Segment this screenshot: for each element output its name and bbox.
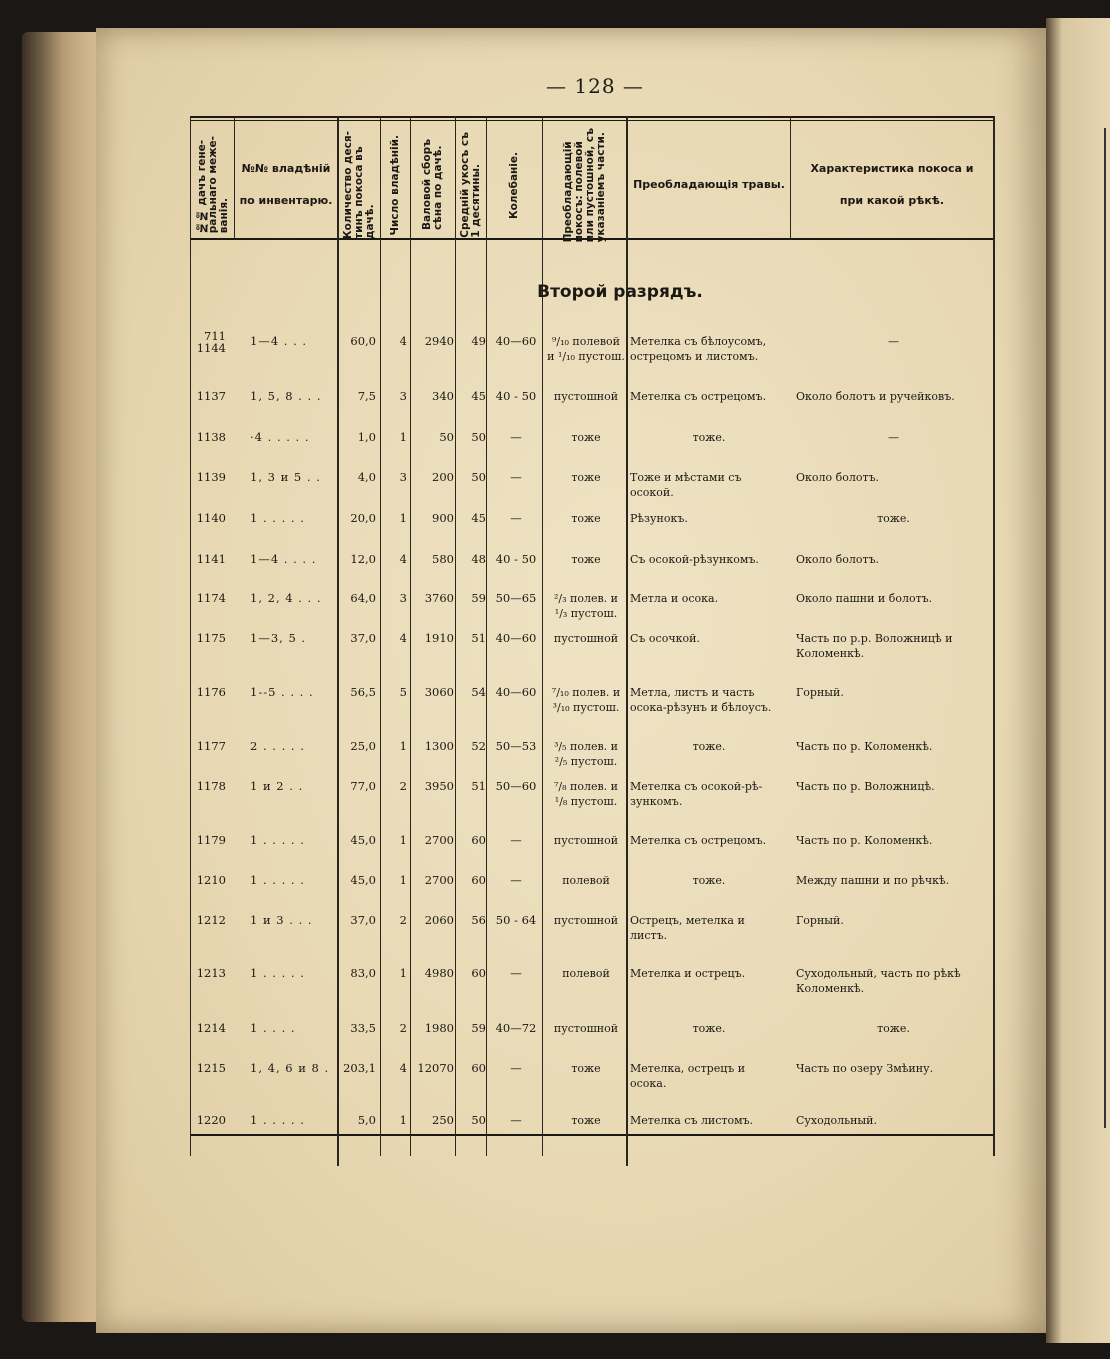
cell-owners: 1 bbox=[399, 833, 407, 847]
cell-characteristics: — bbox=[888, 431, 899, 444]
cell-grasses: Метелка съ листомъ. bbox=[630, 1114, 754, 1127]
cell-owners: 1 bbox=[399, 1113, 407, 1127]
cell-prevailing: пустошной bbox=[553, 1022, 619, 1035]
cell-avg: 51 bbox=[471, 779, 486, 793]
cell-prevailing: пустошной bbox=[553, 390, 619, 403]
cell-owners: 4 bbox=[399, 552, 407, 566]
cell-area: 5,0 bbox=[357, 1113, 376, 1127]
next-page-edge bbox=[1046, 18, 1110, 1343]
section-title: Второй разрядъ. bbox=[537, 282, 703, 302]
cell-grasses: Метелка съ острецомъ. bbox=[630, 834, 767, 847]
cell-characteristics: Часть по р. Коломенкѣ. bbox=[796, 740, 933, 753]
cell-grasses: Рѣзунокъ. bbox=[630, 512, 688, 525]
cell-characteristics: Около пашни и болотъ. bbox=[796, 592, 933, 605]
cell-gross: 3760 bbox=[424, 591, 454, 605]
cell-avg: 56 bbox=[471, 913, 486, 927]
cell-owners: 1 bbox=[399, 966, 407, 980]
cell-prevailing: пустошной bbox=[553, 632, 619, 645]
cell-owners: 2 bbox=[399, 1021, 407, 1035]
cell-area: 77,0 bbox=[350, 779, 376, 793]
cell-inventory: 1, 2, 4 . . . bbox=[250, 591, 322, 605]
cell-owners: 2 bbox=[399, 913, 407, 927]
cell-grasses: Метла, листъ и часть осока-рѣзунъ и бѣлоусъ. bbox=[630, 686, 772, 714]
cell-grasses: Метелка, острецъ и осока. bbox=[630, 1062, 746, 1090]
cell-grasses: Метелка съ острецомъ. bbox=[630, 390, 767, 403]
hay-table bbox=[190, 116, 995, 1158]
cell-characteristics: Часть по озеру Змѣину. bbox=[796, 1062, 934, 1075]
cell-grasses: Острецъ, метелка и листъ. bbox=[630, 914, 745, 942]
table-top-rule bbox=[190, 116, 995, 118]
cell-avg: 50 bbox=[471, 470, 486, 484]
cell-inventory: 1, 4, 6 и 8 . bbox=[250, 1061, 330, 1075]
cell-dacha-number: 1212 bbox=[196, 913, 226, 927]
col-line bbox=[410, 116, 411, 1156]
cell-grasses: тоже. bbox=[692, 874, 726, 887]
cell-variation: — bbox=[510, 430, 522, 444]
cell-owners: 1 bbox=[399, 739, 407, 753]
header-dacha-number: №№ дачъ гене- ральнаго меже- ванія. bbox=[195, 136, 230, 234]
cell-area: 1,0 bbox=[357, 430, 376, 444]
cell-dacha-number: 711 1144 bbox=[196, 329, 226, 355]
cell-variation: — bbox=[510, 1113, 522, 1127]
cell-dacha-number: 1178 bbox=[196, 779, 226, 793]
cell-prevailing: полевой bbox=[562, 874, 610, 887]
cell-grasses: тоже. bbox=[692, 740, 726, 753]
cell-inventory: 1 . . . . . bbox=[250, 1113, 305, 1127]
cell-area: 45,0 bbox=[350, 833, 376, 847]
cell-gross: 340 bbox=[432, 389, 454, 403]
cell-characteristics: тоже. bbox=[877, 512, 910, 525]
cell-area: 83,0 bbox=[350, 966, 376, 980]
cell-area: 60,0 bbox=[350, 334, 376, 348]
cell-grasses: тоже. bbox=[692, 1022, 726, 1035]
cell-avg: 50 bbox=[471, 1113, 486, 1127]
cell-gross: 2060 bbox=[424, 913, 454, 927]
cell-grasses: Метла и осока. bbox=[630, 592, 719, 605]
table-bottom-rule bbox=[190, 1134, 995, 1136]
cell-gross: 900 bbox=[432, 511, 454, 525]
header-area: Количество деся- тинъ покоса въ дачѣ. bbox=[341, 131, 376, 239]
col-line bbox=[993, 116, 995, 1156]
cell-avg: 51 bbox=[471, 631, 486, 645]
cell-variation: 50—53 bbox=[495, 739, 537, 753]
cell-characteristics: Часть по р.р. Воложницѣ и Коломенкѣ. bbox=[796, 632, 953, 660]
cell-inventory: 1 и 3 . . . bbox=[250, 913, 313, 927]
cell-avg: 59 bbox=[471, 1021, 486, 1035]
cell-variation: 40—60 bbox=[495, 631, 537, 645]
cell-variation: 50—65 bbox=[495, 591, 537, 605]
cell-area: 37,0 bbox=[350, 913, 376, 927]
cell-dacha-number: 1174 bbox=[196, 591, 226, 605]
cell-area: 45,0 bbox=[350, 873, 376, 887]
cell-area: 20,0 bbox=[350, 511, 376, 525]
cell-inventory: 1 . . . . . bbox=[250, 966, 305, 980]
cell-variation: 40—72 bbox=[495, 1021, 537, 1035]
cell-characteristics: — bbox=[888, 335, 899, 348]
cell-gross: 2940 bbox=[424, 334, 454, 348]
cell-dacha-number: 1139 bbox=[196, 470, 226, 484]
cell-owners: 3 bbox=[399, 470, 407, 484]
cell-prevailing: тоже bbox=[571, 471, 601, 484]
cell-owners: 3 bbox=[399, 389, 407, 403]
cell-characteristics: Суходольный, часть по рѣкѣ Коломенкѣ. bbox=[796, 967, 961, 995]
table-top-rule-thin bbox=[190, 120, 995, 121]
cell-gross: 1910 bbox=[424, 631, 454, 645]
cell-area: 4,0 bbox=[357, 470, 376, 484]
cell-grasses: Метелка съ бѣлоусомъ, острецомъ и листомъ. bbox=[630, 335, 767, 363]
cell-prevailing: ⁷/₁₀ полев. и ³/₁₀ пустош. bbox=[551, 686, 621, 714]
cell-inventory: 1 . . . . . bbox=[250, 511, 305, 525]
cell-gross: 580 bbox=[432, 552, 454, 566]
cell-area: 56,5 bbox=[350, 685, 376, 699]
cell-dacha-number: 1175 bbox=[196, 631, 226, 645]
cell-grasses: Съ осочкой. bbox=[630, 632, 700, 645]
cell-prevailing: полевой bbox=[562, 967, 610, 980]
cell-characteristics: тоже. bbox=[877, 1022, 910, 1035]
cell-area: 7,5 bbox=[357, 389, 376, 403]
cell-inventory: 1, 3 и 5 . . bbox=[250, 470, 321, 484]
cell-variation: — bbox=[510, 470, 522, 484]
cell-prevailing: ⁷/₈ полев. и ¹/₈ пустош. bbox=[554, 780, 618, 808]
header-prevailing: Преобладающій покосъ: полевой или пустошной, съ указаніемъ части. bbox=[561, 127, 607, 243]
cell-dacha-number: 1140 bbox=[196, 511, 226, 525]
cell-characteristics: Горный. bbox=[796, 686, 844, 699]
cell-gross: 250 bbox=[432, 1113, 454, 1127]
cell-variation: 50 - 64 bbox=[495, 913, 537, 927]
cell-gross: 1300 bbox=[424, 739, 454, 753]
cell-dacha-number: 1213 bbox=[196, 966, 226, 980]
cell-inventory: 1 . . . . . bbox=[250, 873, 305, 887]
col-line bbox=[790, 116, 791, 240]
cell-gross: 1980 bbox=[424, 1021, 454, 1035]
cell-owners: 1 bbox=[399, 873, 407, 887]
cell-owners: 2 bbox=[399, 779, 407, 793]
cell-area: 203,1 bbox=[343, 1061, 376, 1075]
cell-variation: — bbox=[510, 511, 522, 525]
cell-inventory: ·4 . . . . . bbox=[250, 430, 310, 444]
cell-owners: 1 bbox=[399, 430, 407, 444]
cell-avg: 54 bbox=[471, 685, 486, 699]
cell-prevailing: ²/₃ полев. и ¹/₃ пустош. bbox=[554, 592, 618, 620]
cell-area: 25,0 bbox=[350, 739, 376, 753]
cell-grasses: Съ осокой-рѣзункомъ. bbox=[630, 553, 759, 566]
cell-dacha-number: 1137 bbox=[196, 389, 226, 403]
header-inventory-number: №№ владѣній по инвентарю. bbox=[239, 162, 333, 207]
header-grasses: Преобладающія травы. bbox=[633, 178, 785, 191]
col-line bbox=[234, 116, 235, 240]
cell-prevailing: тоже bbox=[571, 1114, 601, 1127]
cell-avg: 60 bbox=[471, 833, 486, 847]
cell-inventory: 1—3, 5 . bbox=[250, 631, 307, 645]
cell-variation: 40—60 bbox=[495, 685, 537, 699]
cell-characteristics: Около болотъ. bbox=[796, 553, 880, 566]
cell-grasses: Метелка съ осокой-рѣ- зункомъ. bbox=[630, 780, 763, 808]
cell-area: 12,0 bbox=[350, 552, 376, 566]
cell-characteristics: Между пашни и по рѣчкѣ. bbox=[796, 874, 950, 887]
cell-prevailing: тоже bbox=[571, 553, 601, 566]
cell-owners: 4 bbox=[399, 334, 407, 348]
cell-avg: 60 bbox=[471, 1061, 486, 1075]
cell-prevailing: пустошной bbox=[553, 834, 619, 847]
cell-variation: — bbox=[510, 873, 522, 887]
cell-variation: — bbox=[510, 1061, 522, 1075]
page-number: — 128 — bbox=[546, 74, 644, 98]
cell-dacha-number: 1179 bbox=[196, 833, 226, 847]
cell-inventory: 1—4 . . . bbox=[250, 334, 308, 348]
cell-owners: 4 bbox=[399, 631, 407, 645]
cell-dacha-number: 1215 bbox=[196, 1061, 226, 1075]
cell-avg: 59 bbox=[471, 591, 486, 605]
cell-inventory: 1—4 . . . . bbox=[250, 552, 317, 566]
cell-characteristics: Часть по р. Коломенкѣ. bbox=[796, 834, 933, 847]
cell-avg: 45 bbox=[471, 511, 486, 525]
cell-characteristics: Суходольный. bbox=[796, 1114, 878, 1127]
cell-avg: 48 bbox=[471, 552, 486, 566]
header-variation: Колебаніе. bbox=[508, 151, 520, 219]
cell-avg: 60 bbox=[471, 966, 486, 980]
cell-area: 37,0 bbox=[350, 631, 376, 645]
cell-inventory: 1 . . . . bbox=[250, 1021, 296, 1035]
cell-gross: 2700 bbox=[424, 873, 454, 887]
cell-dacha-number: 1141 bbox=[196, 552, 226, 566]
cell-prevailing: тоже bbox=[571, 1062, 601, 1075]
cell-characteristics: Около болотъ и ручейковъ. bbox=[796, 390, 955, 403]
cell-gross: 12070 bbox=[417, 1061, 454, 1075]
cell-owners: 4 bbox=[399, 1061, 407, 1075]
cell-area: 33,5 bbox=[350, 1021, 376, 1035]
cell-inventory: 1--5 . . . . bbox=[250, 685, 314, 699]
col-line bbox=[380, 116, 381, 1156]
cell-characteristics: Около болотъ. bbox=[796, 471, 880, 484]
cell-gross: 2700 bbox=[424, 833, 454, 847]
cell-dacha-number: 1210 bbox=[196, 873, 226, 887]
cell-variation: 40 - 50 bbox=[495, 552, 537, 566]
header-avg: Средній укосъ съ 1 десятины. bbox=[459, 132, 482, 238]
header-characteristics: Характеристика покоса и при какой рѣкѣ. bbox=[810, 162, 974, 207]
cell-dacha-number: 1138 bbox=[196, 430, 226, 444]
cell-grasses: тоже. bbox=[692, 431, 726, 444]
cell-prevailing: пустошной bbox=[553, 914, 619, 927]
cell-owners: 1 bbox=[399, 511, 407, 525]
cell-inventory: 2 . . . . . bbox=[250, 739, 305, 753]
cell-characteristics: Горный. bbox=[796, 914, 844, 927]
header-gross: Валовой сборъ сѣна по дачѣ. bbox=[421, 139, 444, 231]
cell-inventory: 1 и 2 . . bbox=[250, 779, 304, 793]
cell-inventory: 1 . . . . . bbox=[250, 833, 305, 847]
cell-area: 64,0 bbox=[350, 591, 376, 605]
cell-avg: 60 bbox=[471, 873, 486, 887]
cell-avg: 50 bbox=[471, 430, 486, 444]
cell-prevailing: тоже bbox=[571, 431, 601, 444]
cell-grasses: Тоже и мѣстами съ осокой. bbox=[630, 471, 742, 499]
cell-variation: 40 - 50 bbox=[495, 389, 537, 403]
cell-prevailing: тоже bbox=[571, 512, 601, 525]
cell-prevailing: ⁹/₁₀ полевой и ¹/₁₀ пустош. bbox=[547, 335, 625, 363]
cell-variation: — bbox=[510, 966, 522, 980]
cell-gross: 3950 bbox=[424, 779, 454, 793]
cell-inventory: 1, 5, 8 . . . bbox=[250, 389, 322, 403]
cell-avg: 52 bbox=[471, 739, 486, 753]
cell-gross: 3060 bbox=[424, 685, 454, 699]
cell-dacha-number: 1176 bbox=[196, 685, 226, 699]
cell-variation: — bbox=[510, 833, 522, 847]
col-line bbox=[486, 116, 487, 1156]
cell-owners: 5 bbox=[399, 685, 407, 699]
cell-gross: 200 bbox=[432, 470, 454, 484]
cell-dacha-number: 1177 bbox=[196, 739, 226, 753]
header-owners: Число владѣній. bbox=[389, 134, 401, 236]
cell-prevailing: ³/₅ полев. и ²/₅ пустош. bbox=[554, 740, 618, 768]
cell-avg: 45 bbox=[471, 389, 486, 403]
cell-variation: 50—60 bbox=[495, 779, 537, 793]
cell-dacha-number: 1220 bbox=[196, 1113, 226, 1127]
cell-grasses: Метелка и острецъ. bbox=[630, 967, 746, 980]
cell-variation: 40—60 bbox=[495, 334, 537, 348]
cell-gross: 4980 bbox=[424, 966, 454, 980]
cell-dacha-number: 1214 bbox=[196, 1021, 226, 1035]
cell-gross: 50 bbox=[439, 430, 454, 444]
cell-avg: 49 bbox=[471, 334, 486, 348]
cell-characteristics: Часть по р. Воложницѣ. bbox=[796, 780, 935, 793]
cell-owners: 3 bbox=[399, 591, 407, 605]
